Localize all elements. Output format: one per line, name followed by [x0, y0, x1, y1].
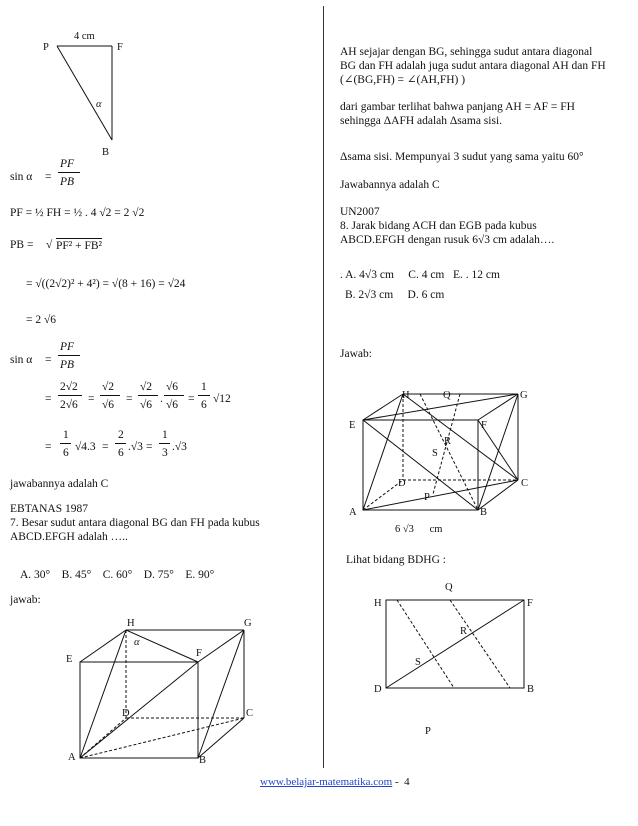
lihat-bidang-label: Lihat bidang BDHG :	[346, 554, 446, 566]
question-8-line-2: ABCD.EFGH dengan rusuk 6√3 cm adalah….	[340, 234, 555, 246]
frac-pf-2: PF	[60, 341, 75, 353]
step3-g3-tail: .√3	[172, 441, 187, 453]
pb-prefix: PB =	[10, 239, 34, 251]
right-para-line-4: dari gambar terlihat bahwa panjang AH = AF = FH	[340, 101, 575, 113]
step3-g1-num: 1	[63, 429, 69, 441]
rect-vertex-f: F	[527, 598, 533, 609]
footer-page-number: - 4	[392, 776, 410, 788]
cube-vertex-f: F	[196, 648, 202, 659]
column-divider	[323, 6, 324, 768]
cube2-vertex-f: F	[481, 420, 487, 431]
step2-dot: .	[160, 393, 163, 405]
pb-radical-sign: √	[46, 239, 53, 251]
step2-f4-num: √6	[166, 381, 179, 393]
rect-point-p: P	[425, 726, 431, 737]
step2-f3-den: √6	[140, 399, 153, 411]
step3-g1-den: 6	[63, 447, 69, 459]
rect-point-q: Q	[445, 582, 453, 593]
triangle-side-label: 4 cm	[74, 31, 95, 42]
fraction-bar	[138, 395, 158, 396]
options-row-q7	[20, 568, 214, 582]
cube-alpha: α	[134, 637, 140, 648]
cube2-vertex-c: C	[521, 478, 529, 489]
cube-figure-q7	[0, 618, 280, 768]
rectangle-bdhg	[360, 578, 560, 738]
option-c: C. 60°	[102, 569, 133, 581]
step3-equals: =	[146, 441, 153, 453]
answer-line-1: jawabannya adalah C	[10, 478, 109, 490]
fraction-bar	[198, 395, 210, 396]
step2-equals: =	[88, 393, 95, 405]
footer-link[interactable]: www.belajar-matematika.com	[260, 776, 393, 788]
options-row-q8-1: . A. 4√3 cm C. 4 cm E. . 12 cm	[340, 269, 500, 281]
fraction-bar	[100, 395, 120, 396]
cube-vertex-d: D	[122, 708, 130, 719]
option-d: D. 75°	[143, 569, 174, 581]
cube-vertex-a: A	[68, 752, 76, 763]
equals-sign-2: =	[45, 354, 52, 366]
rect-vertex-h: H	[374, 598, 382, 609]
step3-g3-num: 1	[162, 429, 168, 441]
cube2-vertex-d: D	[398, 478, 406, 489]
triangle-figure	[40, 28, 160, 158]
step2-f3-num: √2	[140, 381, 153, 393]
cube2-point-r: R	[444, 436, 452, 447]
step3-g2-num: 2	[118, 429, 124, 441]
step3-g2-den: 6	[118, 447, 124, 459]
triangle-vertex-p: P	[43, 42, 49, 53]
rect-point-s: S	[415, 657, 421, 668]
step2-f1-den: 2√6	[60, 399, 78, 411]
triangle-vertex-f: F	[117, 42, 123, 53]
option-a: A. 30°	[20, 569, 51, 581]
cube-vertex-e: E	[66, 654, 73, 665]
fraction-bar	[159, 443, 170, 444]
question-7-line-2: ABCD.EFGH adalah …..	[10, 531, 128, 543]
sin-alpha-label-2: sin α	[10, 354, 33, 366]
jawab-label-2: Jawab:	[340, 348, 372, 360]
frac-pb-2: PB	[60, 359, 75, 371]
pb-result: = 2 √6	[26, 314, 57, 326]
step2-f5-num: 1	[201, 381, 207, 393]
fraction-bar	[164, 395, 184, 396]
fraction-bar-2	[58, 355, 80, 356]
question-7-line-1: 7. Besar sudut antara diagonal BG dan FH pada kubus	[10, 517, 260, 529]
cube-vertex-b: B	[199, 755, 207, 766]
right-para-line-1: AH sejajar dengan BG, sehingga sudut antara diagonal	[340, 46, 593, 58]
triangle-alpha: α	[96, 99, 102, 110]
step2-equals: =	[188, 393, 195, 405]
ebtanas-heading: EBTANAS 1987	[10, 503, 88, 515]
page-footer	[260, 776, 410, 788]
step2-f2-num: √2	[102, 381, 115, 393]
cube2-vertex-e: E	[349, 420, 356, 431]
step3-g3-den: 3	[162, 447, 168, 459]
pb-evaluation: = √((2√2)² + 4²) = √(8 + 16) = √24	[26, 278, 186, 290]
option-e: E. 90°	[185, 569, 215, 581]
cube2-vertex-g: G	[520, 390, 528, 401]
question-8-line-1: 8. Jarak bidang ACH dan EGB pada kubus	[340, 220, 537, 232]
sin-alpha-label: sin α	[10, 171, 33, 183]
cube2-point-p: P	[424, 492, 430, 503]
cube2-vertex-a: A	[349, 507, 357, 518]
jawab-label: jawab:	[10, 594, 41, 606]
cube-vertex-h: H	[127, 618, 135, 629]
option-b: B. 45°	[61, 569, 92, 581]
step2-f4-den: √6	[166, 399, 179, 411]
fraction-bar	[115, 443, 126, 444]
cube2-point-q: Q	[443, 390, 451, 401]
fraction-bar	[58, 172, 80, 173]
rect-vertex-b: B	[527, 684, 535, 695]
right-para-line-3: (∠(BG,FH) = ∠(AH,FH) )	[340, 74, 466, 86]
step3-g2-tail: .√3	[128, 441, 143, 453]
answer-line-2: Jawabannya adalah C	[340, 179, 440, 191]
cube2-vertex-b: B	[480, 507, 488, 518]
step2-f5-den: 6	[201, 399, 207, 411]
cube-figure-q8	[340, 388, 540, 538]
rect-vertex-d: D	[374, 684, 382, 695]
frac-pb: PB	[60, 176, 75, 188]
un2007-heading: UN2007	[340, 206, 380, 218]
step2-equals: =	[126, 393, 133, 405]
cube2-point-s: S	[432, 448, 438, 459]
right-para-line-5: sehingga ΔAFH adalah Δsama sisi.	[340, 115, 503, 127]
step2-equals: =	[45, 393, 52, 405]
right-para-line-6: Δsama sisi. Mempunyai 3 sudut yang sama yaitu 60°	[340, 151, 584, 163]
fraction-bar	[58, 395, 82, 396]
step2-f2-den: √6	[102, 399, 115, 411]
pf-equation: PF = ½ FH = ½ . 4 √2 = 2 √2	[10, 207, 145, 219]
options-row-q8-2: B. 2√3 cm D. 6 cm	[345, 289, 445, 301]
fraction-bar	[60, 443, 71, 444]
cube-vertex-g: G	[244, 618, 252, 629]
cube2-edge-label: 6 √3 cm	[395, 524, 443, 535]
cube-vertex-c: C	[246, 708, 254, 719]
pb-radicand: PF² + FB²	[56, 240, 102, 252]
triangle-vertex-b: B	[102, 147, 110, 158]
frac-pf: PF	[60, 158, 75, 170]
step3-equals: =	[45, 441, 52, 453]
rect-point-r: R	[460, 626, 468, 637]
right-para-line-2: BG dan FH adalah juga sudut antara diagonal AH dan FH	[340, 60, 606, 72]
equals-sign: =	[45, 171, 52, 183]
step2-f1-num: 2√2	[60, 381, 78, 393]
step2-f5-tail: √12	[213, 393, 231, 405]
step3-g1-tail: √4.3	[75, 441, 96, 453]
step3-equals: =	[102, 441, 109, 453]
cube2-vertex-h: H	[402, 390, 410, 401]
